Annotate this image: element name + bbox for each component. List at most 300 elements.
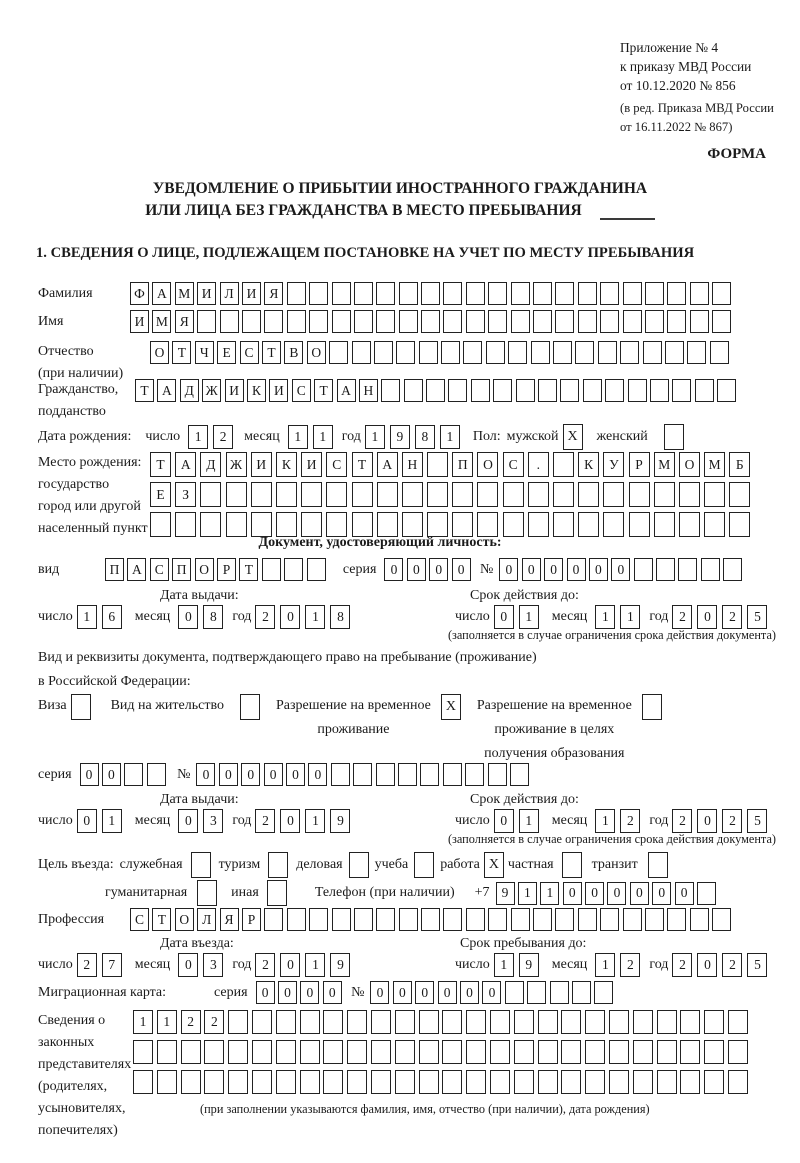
char-cell[interactable] bbox=[553, 341, 572, 364]
char-cell[interactable] bbox=[347, 1070, 367, 1094]
char-cell[interactable] bbox=[466, 1040, 486, 1064]
char-cell[interactable]: 0 bbox=[482, 981, 501, 1004]
char-cell[interactable] bbox=[399, 908, 418, 931]
char-cell[interactable] bbox=[510, 763, 529, 786]
char-cell[interactable] bbox=[609, 1070, 629, 1094]
char-cell[interactable] bbox=[503, 482, 524, 507]
char-cell[interactable] bbox=[252, 1040, 272, 1064]
char-cell[interactable] bbox=[157, 1070, 177, 1094]
char-cell[interactable] bbox=[704, 1070, 724, 1094]
char-cell[interactable] bbox=[307, 558, 326, 581]
char-cell[interactable]: 0 bbox=[675, 882, 694, 905]
char-cell[interactable]: М bbox=[704, 452, 725, 477]
char-cell[interactable] bbox=[448, 379, 467, 402]
edu-permit-checkbox[interactable] bbox=[642, 694, 662, 720]
char-cell[interactable] bbox=[377, 482, 398, 507]
char-cell[interactable]: Л bbox=[197, 908, 216, 931]
char-cell[interactable] bbox=[585, 1040, 605, 1064]
char-cell[interactable] bbox=[354, 310, 373, 333]
char-cell[interactable]: 0 bbox=[300, 981, 319, 1004]
char-cell[interactable]: 2 bbox=[77, 953, 97, 977]
char-cell[interactable] bbox=[175, 512, 196, 537]
char-cell[interactable]: Н bbox=[402, 452, 423, 477]
char-cell[interactable] bbox=[514, 1010, 534, 1034]
char-cell[interactable] bbox=[421, 282, 440, 305]
char-cell[interactable] bbox=[572, 981, 591, 1004]
char-cell[interactable] bbox=[555, 310, 574, 333]
char-cell[interactable] bbox=[419, 1070, 439, 1094]
purpose-checkbox[interactable] bbox=[268, 852, 288, 878]
char-cell[interactable] bbox=[371, 1010, 391, 1034]
visa-checkbox[interactable] bbox=[71, 694, 91, 720]
char-cell[interactable] bbox=[150, 512, 171, 537]
char-cell[interactable]: 1 bbox=[620, 605, 640, 629]
char-cell[interactable]: Д bbox=[180, 379, 199, 402]
char-cell[interactable] bbox=[427, 452, 448, 477]
purpose-checkbox[interactable] bbox=[349, 852, 369, 878]
char-cell[interactable] bbox=[633, 1040, 653, 1064]
char-cell[interactable]: Т bbox=[239, 558, 258, 581]
char-cell[interactable] bbox=[667, 310, 686, 333]
char-cell[interactable]: Т bbox=[262, 341, 281, 364]
char-cell[interactable] bbox=[667, 908, 686, 931]
char-cell[interactable] bbox=[679, 512, 700, 537]
char-cell[interactable] bbox=[528, 512, 549, 537]
char-cell[interactable]: 7 bbox=[102, 953, 122, 977]
char-cell[interactable] bbox=[354, 282, 373, 305]
char-cell[interactable]: О bbox=[150, 341, 169, 364]
char-cell[interactable]: С bbox=[130, 908, 149, 931]
char-cell[interactable] bbox=[284, 558, 303, 581]
char-cell[interactable]: Н bbox=[359, 379, 378, 402]
char-cell[interactable]: 1 bbox=[365, 425, 385, 449]
char-cell[interactable]: 2 bbox=[255, 953, 275, 977]
char-cell[interactable] bbox=[729, 482, 750, 507]
char-cell[interactable]: Ч bbox=[195, 341, 214, 364]
char-cell[interactable]: 1 bbox=[595, 953, 615, 977]
char-cell[interactable] bbox=[486, 341, 505, 364]
char-cell[interactable] bbox=[197, 310, 216, 333]
char-cell[interactable] bbox=[443, 310, 462, 333]
char-cell[interactable]: 6 bbox=[102, 605, 122, 629]
char-cell[interactable] bbox=[712, 282, 731, 305]
char-cell[interactable]: 1 bbox=[519, 605, 539, 629]
char-cell[interactable] bbox=[371, 1070, 391, 1094]
purpose-checkbox[interactable] bbox=[197, 880, 217, 906]
char-cell[interactable] bbox=[309, 310, 328, 333]
char-cell[interactable] bbox=[656, 558, 675, 581]
char-cell[interactable]: 0 bbox=[494, 809, 514, 833]
char-cell[interactable] bbox=[228, 1040, 248, 1064]
char-cell[interactable] bbox=[276, 512, 297, 537]
char-cell[interactable] bbox=[452, 512, 473, 537]
char-cell[interactable] bbox=[329, 341, 348, 364]
char-cell[interactable] bbox=[704, 1010, 724, 1034]
char-cell[interactable] bbox=[200, 512, 221, 537]
char-cell[interactable] bbox=[395, 1040, 415, 1064]
char-cell[interactable] bbox=[465, 763, 484, 786]
char-cell[interactable] bbox=[309, 908, 328, 931]
char-cell[interactable] bbox=[680, 1040, 700, 1064]
char-cell[interactable] bbox=[220, 310, 239, 333]
char-cell[interactable] bbox=[533, 310, 552, 333]
char-cell[interactable]: Я bbox=[264, 282, 283, 305]
char-cell[interactable] bbox=[528, 482, 549, 507]
char-cell[interactable]: 0 bbox=[407, 558, 426, 581]
char-cell[interactable] bbox=[352, 341, 371, 364]
char-cell[interactable] bbox=[332, 908, 351, 931]
char-cell[interactable] bbox=[723, 558, 742, 581]
char-cell[interactable] bbox=[133, 1070, 153, 1094]
char-cell[interactable]: 0 bbox=[585, 882, 604, 905]
char-cell[interactable] bbox=[690, 282, 709, 305]
char-cell[interactable] bbox=[377, 512, 398, 537]
purpose-checkbox[interactable]: X bbox=[484, 852, 504, 878]
char-cell[interactable] bbox=[200, 482, 221, 507]
char-cell[interactable]: Р bbox=[242, 908, 261, 931]
char-cell[interactable]: И bbox=[269, 379, 288, 402]
char-cell[interactable]: 0 bbox=[280, 953, 300, 977]
char-cell[interactable]: Е bbox=[217, 341, 236, 364]
char-cell[interactable] bbox=[463, 341, 482, 364]
char-cell[interactable] bbox=[712, 310, 731, 333]
char-cell[interactable]: А bbox=[152, 282, 171, 305]
char-cell[interactable] bbox=[276, 482, 297, 507]
char-cell[interactable]: 1 bbox=[494, 953, 514, 977]
char-cell[interactable] bbox=[680, 1010, 700, 1034]
char-cell[interactable] bbox=[645, 282, 664, 305]
char-cell[interactable]: 5 bbox=[747, 809, 767, 833]
char-cell[interactable] bbox=[287, 908, 306, 931]
char-cell[interactable]: А bbox=[127, 558, 146, 581]
char-cell[interactable] bbox=[578, 512, 599, 537]
purpose-checkbox[interactable] bbox=[648, 852, 668, 878]
char-cell[interactable] bbox=[466, 1070, 486, 1094]
char-cell[interactable] bbox=[347, 1040, 367, 1064]
char-cell[interactable]: 0 bbox=[280, 605, 300, 629]
char-cell[interactable] bbox=[585, 1070, 605, 1094]
char-cell[interactable] bbox=[667, 282, 686, 305]
char-cell[interactable]: 0 bbox=[652, 882, 671, 905]
char-cell[interactable] bbox=[466, 282, 485, 305]
char-cell[interactable] bbox=[538, 1070, 558, 1094]
char-cell[interactable]: 0 bbox=[384, 558, 403, 581]
char-cell[interactable]: Ж bbox=[226, 452, 247, 477]
char-cell[interactable]: И bbox=[130, 310, 149, 333]
char-cell[interactable]: П bbox=[172, 558, 191, 581]
char-cell[interactable] bbox=[264, 310, 283, 333]
char-cell[interactable] bbox=[511, 282, 530, 305]
char-cell[interactable]: Т bbox=[150, 452, 171, 477]
char-cell[interactable] bbox=[629, 482, 650, 507]
char-cell[interactable] bbox=[228, 1010, 248, 1034]
char-cell[interactable]: 1 bbox=[305, 605, 325, 629]
char-cell[interactable]: 2 bbox=[181, 1010, 201, 1034]
char-cell[interactable]: 0 bbox=[522, 558, 541, 581]
char-cell[interactable]: 1 bbox=[288, 425, 308, 449]
char-cell[interactable]: О bbox=[175, 908, 194, 931]
char-cell[interactable]: 0 bbox=[697, 953, 717, 977]
char-cell[interactable] bbox=[609, 1040, 629, 1064]
char-cell[interactable]: . bbox=[528, 452, 549, 477]
char-cell[interactable]: 9 bbox=[519, 953, 539, 977]
char-cell[interactable]: 2 bbox=[255, 809, 275, 833]
purpose-checkbox[interactable] bbox=[562, 852, 582, 878]
char-cell[interactable] bbox=[300, 1070, 320, 1094]
char-cell[interactable]: 0 bbox=[178, 605, 198, 629]
char-cell[interactable] bbox=[323, 1010, 343, 1034]
char-cell[interactable] bbox=[427, 482, 448, 507]
char-cell[interactable] bbox=[678, 558, 697, 581]
char-cell[interactable] bbox=[578, 482, 599, 507]
char-cell[interactable]: 0 bbox=[438, 981, 457, 1004]
char-cell[interactable] bbox=[560, 379, 579, 402]
char-cell[interactable] bbox=[300, 1040, 320, 1064]
char-cell[interactable] bbox=[561, 1070, 581, 1094]
char-cell[interactable]: 0 bbox=[429, 558, 448, 581]
char-cell[interactable]: 1 bbox=[157, 1010, 177, 1034]
char-cell[interactable] bbox=[645, 310, 664, 333]
char-cell[interactable]: 0 bbox=[589, 558, 608, 581]
char-cell[interactable] bbox=[347, 1010, 367, 1034]
char-cell[interactable] bbox=[603, 482, 624, 507]
char-cell[interactable]: Т bbox=[135, 379, 154, 402]
char-cell[interactable] bbox=[654, 482, 675, 507]
char-cell[interactable] bbox=[252, 1010, 272, 1034]
char-cell[interactable] bbox=[419, 1010, 439, 1034]
char-cell[interactable]: 0 bbox=[393, 981, 412, 1004]
char-cell[interactable] bbox=[228, 1070, 248, 1094]
char-cell[interactable] bbox=[147, 763, 166, 786]
char-cell[interactable] bbox=[226, 512, 247, 537]
char-cell[interactable]: 2 bbox=[213, 425, 233, 449]
char-cell[interactable] bbox=[466, 908, 485, 931]
char-cell[interactable]: 9 bbox=[496, 882, 515, 905]
char-cell[interactable] bbox=[553, 482, 574, 507]
char-cell[interactable]: 0 bbox=[102, 763, 121, 786]
char-cell[interactable] bbox=[695, 379, 714, 402]
char-cell[interactable] bbox=[396, 341, 415, 364]
char-cell[interactable] bbox=[704, 482, 725, 507]
char-cell[interactable] bbox=[533, 282, 552, 305]
char-cell[interactable]: С bbox=[240, 341, 259, 364]
char-cell[interactable] bbox=[442, 1040, 462, 1064]
char-cell[interactable]: 0 bbox=[178, 809, 198, 833]
char-cell[interactable]: Т bbox=[314, 379, 333, 402]
char-cell[interactable] bbox=[728, 1010, 748, 1034]
char-cell[interactable] bbox=[598, 341, 617, 364]
char-cell[interactable] bbox=[620, 341, 639, 364]
char-cell[interactable]: 0 bbox=[607, 882, 626, 905]
char-cell[interactable] bbox=[728, 1040, 748, 1064]
char-cell[interactable]: К bbox=[247, 379, 266, 402]
char-cell[interactable]: 0 bbox=[280, 809, 300, 833]
char-cell[interactable] bbox=[376, 282, 395, 305]
char-cell[interactable] bbox=[420, 763, 439, 786]
char-cell[interactable]: 0 bbox=[219, 763, 238, 786]
char-cell[interactable] bbox=[276, 1070, 296, 1094]
char-cell[interactable]: Д bbox=[200, 452, 221, 477]
char-cell[interactable] bbox=[262, 558, 281, 581]
char-cell[interactable] bbox=[629, 512, 650, 537]
char-cell[interactable]: 0 bbox=[494, 605, 514, 629]
char-cell[interactable] bbox=[371, 1040, 391, 1064]
char-cell[interactable]: 2 bbox=[672, 605, 692, 629]
char-cell[interactable]: 0 bbox=[460, 981, 479, 1004]
char-cell[interactable] bbox=[242, 310, 261, 333]
char-cell[interactable] bbox=[488, 282, 507, 305]
char-cell[interactable]: 1 bbox=[305, 809, 325, 833]
char-cell[interactable] bbox=[578, 310, 597, 333]
char-cell[interactable] bbox=[538, 379, 557, 402]
char-cell[interactable] bbox=[633, 1070, 653, 1094]
char-cell[interactable] bbox=[251, 482, 272, 507]
char-cell[interactable] bbox=[710, 341, 729, 364]
char-cell[interactable] bbox=[553, 512, 574, 537]
char-cell[interactable]: К bbox=[276, 452, 297, 477]
residence-permit-checkbox[interactable] bbox=[240, 694, 260, 720]
char-cell[interactable]: И bbox=[251, 452, 272, 477]
char-cell[interactable]: 9 bbox=[330, 809, 350, 833]
char-cell[interactable]: О bbox=[195, 558, 214, 581]
char-cell[interactable]: 0 bbox=[178, 953, 198, 977]
char-cell[interactable]: 1 bbox=[595, 605, 615, 629]
char-cell[interactable] bbox=[650, 379, 669, 402]
char-cell[interactable] bbox=[490, 1040, 510, 1064]
char-cell[interactable] bbox=[600, 908, 619, 931]
char-cell[interactable] bbox=[514, 1040, 534, 1064]
char-cell[interactable] bbox=[326, 482, 347, 507]
purpose-checkbox[interactable] bbox=[191, 852, 211, 878]
char-cell[interactable]: 1 bbox=[313, 425, 333, 449]
char-cell[interactable]: П bbox=[105, 558, 124, 581]
char-cell[interactable] bbox=[399, 310, 418, 333]
char-cell[interactable] bbox=[600, 310, 619, 333]
char-cell[interactable]: С bbox=[150, 558, 169, 581]
char-cell[interactable] bbox=[578, 282, 597, 305]
char-cell[interactable] bbox=[402, 512, 423, 537]
char-cell[interactable] bbox=[538, 1040, 558, 1064]
purpose-checkbox[interactable] bbox=[414, 852, 434, 878]
char-cell[interactable] bbox=[395, 1070, 415, 1094]
char-cell[interactable]: 0 bbox=[241, 763, 260, 786]
char-cell[interactable]: 0 bbox=[630, 882, 649, 905]
char-cell[interactable] bbox=[323, 1040, 343, 1064]
char-cell[interactable] bbox=[583, 379, 602, 402]
char-cell[interactable] bbox=[490, 1010, 510, 1034]
char-cell[interactable]: П bbox=[452, 452, 473, 477]
char-cell[interactable] bbox=[533, 908, 552, 931]
char-cell[interactable]: З bbox=[175, 482, 196, 507]
char-cell[interactable] bbox=[585, 1010, 605, 1034]
char-cell[interactable]: А bbox=[337, 379, 356, 402]
char-cell[interactable] bbox=[488, 763, 507, 786]
char-cell[interactable] bbox=[326, 512, 347, 537]
char-cell[interactable] bbox=[309, 282, 328, 305]
char-cell[interactable] bbox=[204, 1070, 224, 1094]
char-cell[interactable]: Т bbox=[152, 908, 171, 931]
char-cell[interactable]: 0 bbox=[499, 558, 518, 581]
char-cell[interactable]: 2 bbox=[255, 605, 275, 629]
char-cell[interactable] bbox=[712, 908, 731, 931]
char-cell[interactable] bbox=[353, 763, 372, 786]
char-cell[interactable] bbox=[503, 512, 524, 537]
char-cell[interactable] bbox=[600, 282, 619, 305]
char-cell[interactable] bbox=[729, 512, 750, 537]
char-cell[interactable]: 2 bbox=[620, 953, 640, 977]
char-cell[interactable] bbox=[538, 1010, 558, 1034]
char-cell[interactable] bbox=[395, 1010, 415, 1034]
char-cell[interactable] bbox=[701, 558, 720, 581]
char-cell[interactable] bbox=[665, 341, 684, 364]
char-cell[interactable]: 2 bbox=[722, 605, 742, 629]
char-cell[interactable]: 1 bbox=[540, 882, 559, 905]
char-cell[interactable] bbox=[376, 908, 395, 931]
char-cell[interactable]: Т bbox=[172, 341, 191, 364]
char-cell[interactable]: 0 bbox=[256, 981, 275, 1004]
char-cell[interactable]: О bbox=[679, 452, 700, 477]
char-cell[interactable] bbox=[690, 310, 709, 333]
char-cell[interactable] bbox=[687, 341, 706, 364]
char-cell[interactable] bbox=[287, 310, 306, 333]
purpose-checkbox[interactable] bbox=[267, 880, 287, 906]
char-cell[interactable] bbox=[654, 512, 675, 537]
char-cell[interactable]: У bbox=[603, 452, 624, 477]
char-cell[interactable] bbox=[643, 341, 662, 364]
char-cell[interactable] bbox=[645, 908, 664, 931]
char-cell[interactable]: 0 bbox=[567, 558, 586, 581]
char-cell[interactable] bbox=[516, 379, 535, 402]
char-cell[interactable]: 1 bbox=[77, 605, 97, 629]
char-cell[interactable]: 9 bbox=[390, 425, 410, 449]
char-cell[interactable] bbox=[697, 882, 716, 905]
char-cell[interactable] bbox=[276, 1040, 296, 1064]
char-cell[interactable] bbox=[490, 1070, 510, 1094]
char-cell[interactable] bbox=[623, 908, 642, 931]
char-cell[interactable]: 0 bbox=[697, 605, 717, 629]
char-cell[interactable] bbox=[553, 452, 574, 477]
char-cell[interactable]: О bbox=[307, 341, 326, 364]
char-cell[interactable]: Т bbox=[352, 452, 373, 477]
char-cell[interactable]: И bbox=[242, 282, 261, 305]
char-cell[interactable] bbox=[181, 1040, 201, 1064]
char-cell[interactable] bbox=[634, 558, 653, 581]
char-cell[interactable] bbox=[352, 482, 373, 507]
char-cell[interactable] bbox=[623, 282, 642, 305]
char-cell[interactable]: 0 bbox=[278, 981, 297, 1004]
char-cell[interactable] bbox=[511, 310, 530, 333]
char-cell[interactable] bbox=[331, 763, 350, 786]
char-cell[interactable] bbox=[300, 1010, 320, 1034]
char-cell[interactable] bbox=[442, 1010, 462, 1034]
char-cell[interactable] bbox=[426, 379, 445, 402]
char-cell[interactable]: 3 bbox=[203, 809, 223, 833]
char-cell[interactable] bbox=[555, 908, 574, 931]
char-cell[interactable] bbox=[301, 482, 322, 507]
char-cell[interactable] bbox=[402, 482, 423, 507]
char-cell[interactable]: 1 bbox=[595, 809, 615, 833]
char-cell[interactable] bbox=[514, 1070, 534, 1094]
char-cell[interactable] bbox=[477, 512, 498, 537]
char-cell[interactable] bbox=[628, 379, 647, 402]
char-cell[interactable] bbox=[419, 1040, 439, 1064]
char-cell[interactable] bbox=[133, 1040, 153, 1064]
char-cell[interactable] bbox=[657, 1070, 677, 1094]
char-cell[interactable] bbox=[488, 908, 507, 931]
char-cell[interactable] bbox=[354, 908, 373, 931]
char-cell[interactable] bbox=[374, 341, 393, 364]
char-cell[interactable]: А bbox=[377, 452, 398, 477]
